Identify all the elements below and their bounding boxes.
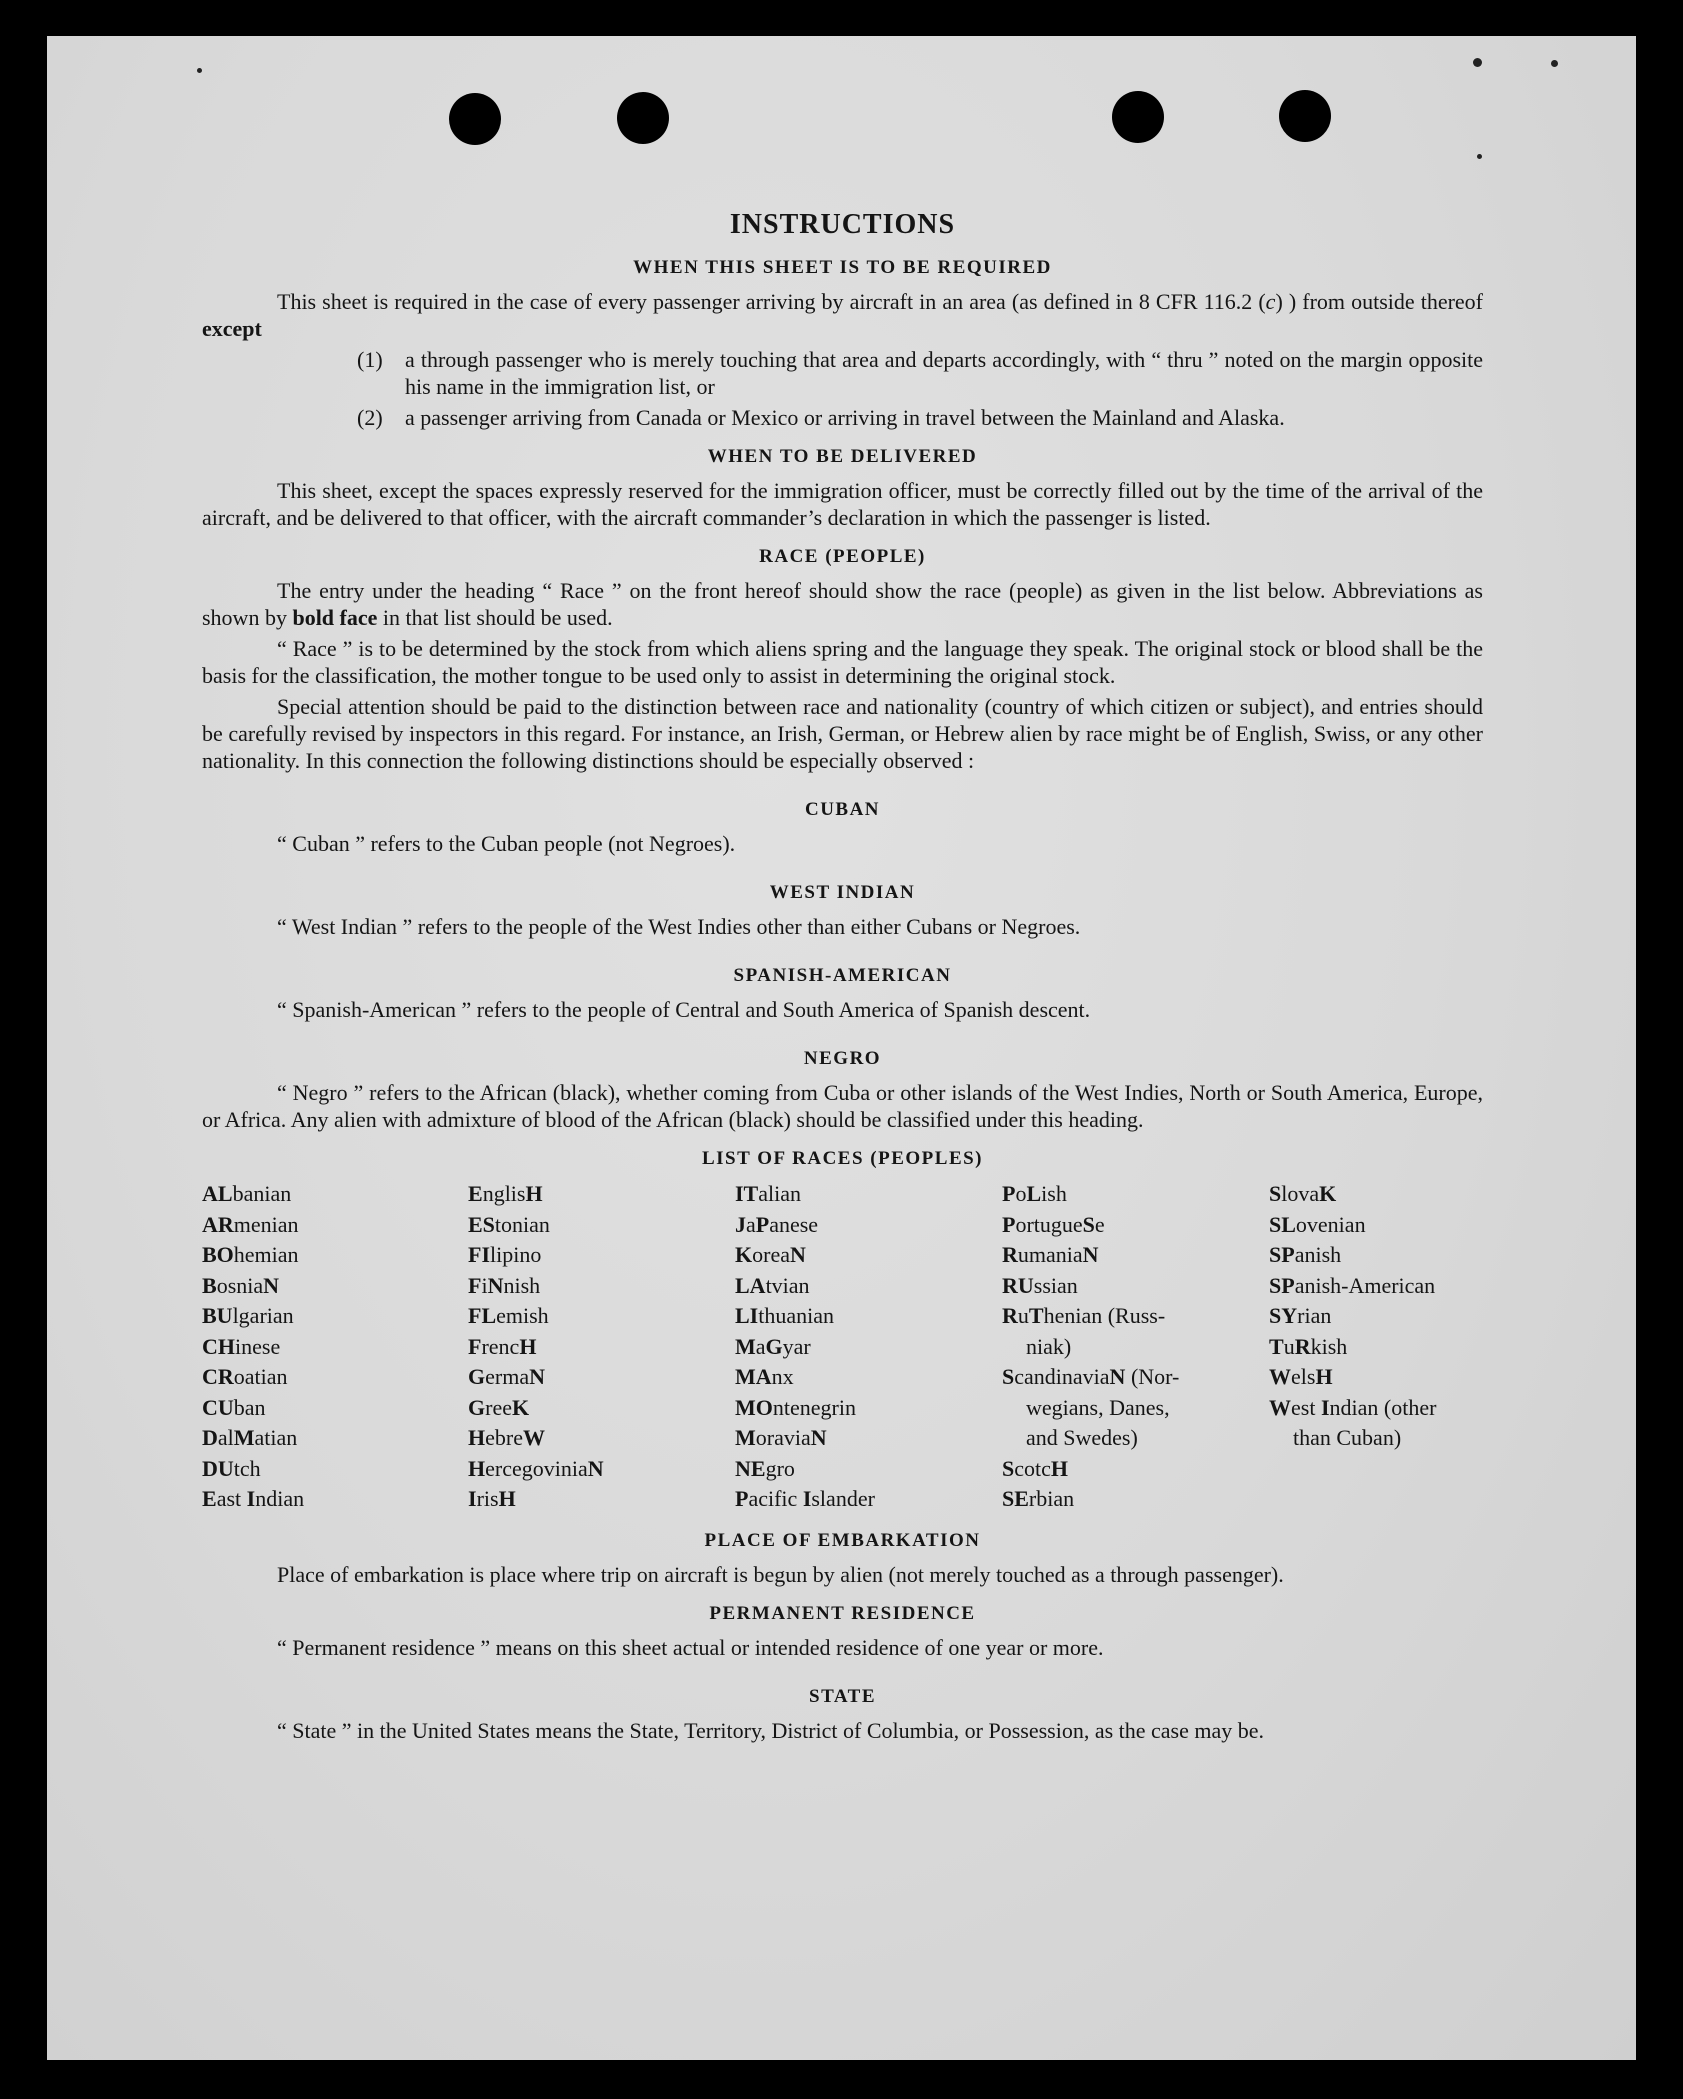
race-entry: PortugueSe [1002,1211,1105,1237]
document-sheet [47,36,1636,2060]
exception-text: a through passenger who is merely touching that area and departs accordingly, with “ thru ” noted on the margin opposite his name in the immigration list, or [405,347,1483,399]
race-entry: HercegoviniaN [468,1455,604,1481]
punch-hole [1112,91,1164,143]
race-entry: DalMatian [202,1425,298,1450]
race-entry: CRoatian [202,1364,288,1389]
races-column [1002,1179,1269,1515]
race-entry: DUtch [202,1455,261,1481]
race-entry: TuRkish [1269,1333,1348,1359]
spanish-american-text: “ Spanish-American ” refers to the people of Central and South America of Spanish descent. [277,997,1091,1022]
race-entry: ARmenian [202,1211,299,1237]
race-entry: SYrian [1269,1303,1332,1328]
race-entry: East Indian [202,1486,305,1511]
cuban-text: “ Cuban ” refers to the Cuban people (not Negroes). [277,831,736,856]
race-entry: MOntenegrin [735,1394,856,1420]
race-entry: GreeK [468,1394,530,1420]
race-entry-continuation: niak) [1026,1333,1072,1359]
race-entry: EnglisH [468,1181,543,1206]
races-column [1269,1179,1483,1515]
race-entry: FiNnish [468,1272,541,1298]
race-entry: BOhemian [202,1242,299,1267]
races-column [468,1179,735,1515]
scan-speck [1477,154,1482,159]
heading-list-of-races: LIST OF RACES (PEOPLES) [701,1148,984,1169]
race-entry-continuation: than Cuban) [1293,1425,1402,1450]
race-entry: RUssian [1002,1272,1078,1298]
residence-text: “ Permanent residence ” means on this sheet actual or intended residence of one year or more. [277,1634,1104,1660]
heading-cuban: CUBAN [804,799,881,820]
race-entry: ScotcH [1002,1455,1069,1481]
page-title: INSTRUCTIONS [729,209,956,240]
exception-item [357,404,1483,431]
race-entry: RumaniaN [1002,1242,1099,1267]
race-entry: ALbanian [202,1181,292,1206]
exception-item [357,346,1483,400]
west-indian-text: “ West Indian ” refers to the people of the West Indies other than either Cubans or Negroes. [277,914,1081,939]
race-entry: GermaN [468,1364,545,1389]
race-entry: PoLish [1002,1181,1067,1206]
heading-state: STATE [809,1685,876,1707]
races-column [202,1179,468,1515]
required-intro: This sheet is required in the case of every passenger arriving by aircraft in an area (as defined in 8 CFR 116.2 (c) ) from outside thereof except [202,289,1483,341]
races-column [735,1179,1002,1515]
race-entry: MoraviaN [735,1425,827,1450]
race-entry: SErbian [1002,1486,1075,1511]
race-entry: IrisH [468,1486,516,1511]
punch-hole [617,92,669,144]
race-paragraph-2: “ Race ” is to be determined by the stock from which aliens spring and the language they speak. The original stock or blood shall be the basis for the classification, the mother tongue to be used only to assist in determining the original stock. [202,636,1483,688]
race-entry: West Indian (other [1269,1394,1437,1420]
race-entry: WelsH [1269,1364,1333,1389]
race-entry: SlovaK [1269,1181,1337,1206]
instructions-content [202,176,1483,1744]
race-entry: ITalian [735,1181,802,1206]
heading-permanent-residence: PERMANENT RESIDENCE [709,1602,976,1624]
race-entry: FIlipino [468,1242,542,1267]
race-paragraph-1: The entry under the heading “ Race ” on the front hereof should show the race (people) as given in the list below. Abbreviations as shown by bold face in that list should be used. [202,578,1483,630]
race-entry: FLemish [468,1303,549,1328]
heading-when-delivered: WHEN TO BE DELIVERED [707,446,978,467]
race-entry: BosniaN [202,1272,280,1298]
race-entry: BUlgarian [202,1303,294,1328]
race-entry-continuation: and Swedes) [1026,1425,1138,1450]
state-text: “ State ” in the United States means the State, Territory, District of Columbia, or Possession, as the case may be. [277,1717,1265,1743]
heading-when-required: WHEN THIS SHEET IS TO BE REQUIRED [633,257,1052,278]
race-entry: FrencH [468,1333,537,1359]
race-entry: CUban [202,1394,266,1420]
heading-race: RACE (PEOPLE) [759,546,926,567]
race-entry: LAtvian [735,1272,810,1298]
race-entry: CHinese [202,1333,281,1359]
exception-text: a passenger arriving from Canada or Mexico or arriving in travel between the Mainland and Alaska. [405,405,1285,430]
race-entry: RuThenian (Russ- [1002,1303,1166,1328]
race-entry: LIthuanian [735,1303,835,1328]
race-entry: ScandinaviaN (Nor- [1002,1364,1180,1389]
heading-spanish-american: SPANISH-AMERICAN [733,965,952,986]
race-entry: MaGyar [735,1333,811,1359]
race-entry: HebreW [468,1425,545,1450]
embarkation-text: Place of embarkation is place where trip on aircraft is begun by alien (not merely touched as a through passenger). [277,1561,1284,1587]
heading-west-indian: WEST INDIAN [769,882,916,903]
race-entry-continuation: wegians, Danes, [1026,1394,1170,1420]
punch-hole [449,93,501,145]
race-entry: EStonian [468,1211,550,1237]
race-entry: NEgro [735,1455,795,1481]
race-paragraph-3: Special attention should be paid to the distinction between race and nationality (country of which citizen or subject), and entries should be carefully revised by inspectors in this regard. For instance, an Irish, German, or Hebrew alien by race might be of English, Swiss, or any other nationality. In this connection the following distinctions should be especially observed : [202,694,1483,773]
punch-hole [1279,90,1331,142]
heading-negro: NEGRO [803,1048,882,1069]
race-entry: SPanish [1269,1242,1342,1267]
exception-number: (1) [357,347,383,372]
race-entry: MAnx [735,1364,794,1389]
race-entry: KoreaN [735,1242,806,1267]
negro-text: “ Negro ” refers to the African (black), whether coming from Cuba or other islands of the West Indies, North or South America, Europe, or Africa. Any alien with admixture of blood of the African (black) should be classified under this heading. [202,1080,1483,1132]
races-table [202,1179,1483,1515]
delivered-text: This sheet, except the spaces expressly reserved for the immigration officer, must be correctly filled out by the time of the arrival of the aircraft, and be delivered to that officer, with the aircraft commander’s declaration in which the passenger is listed. [202,478,1483,530]
exception-number: (2) [357,405,383,430]
scan-speck [1473,58,1482,67]
race-entry: SLovenian [1269,1211,1366,1237]
scan-speck [1551,60,1558,67]
heading-place-of-embarkation: PLACE OF EMBARKATION [704,1529,981,1551]
scan-speck [197,68,202,73]
race-entry: JaPanese [735,1211,819,1237]
race-entry: Pacific Islander [735,1486,875,1511]
race-entry: SPanish-American [1269,1272,1436,1298]
